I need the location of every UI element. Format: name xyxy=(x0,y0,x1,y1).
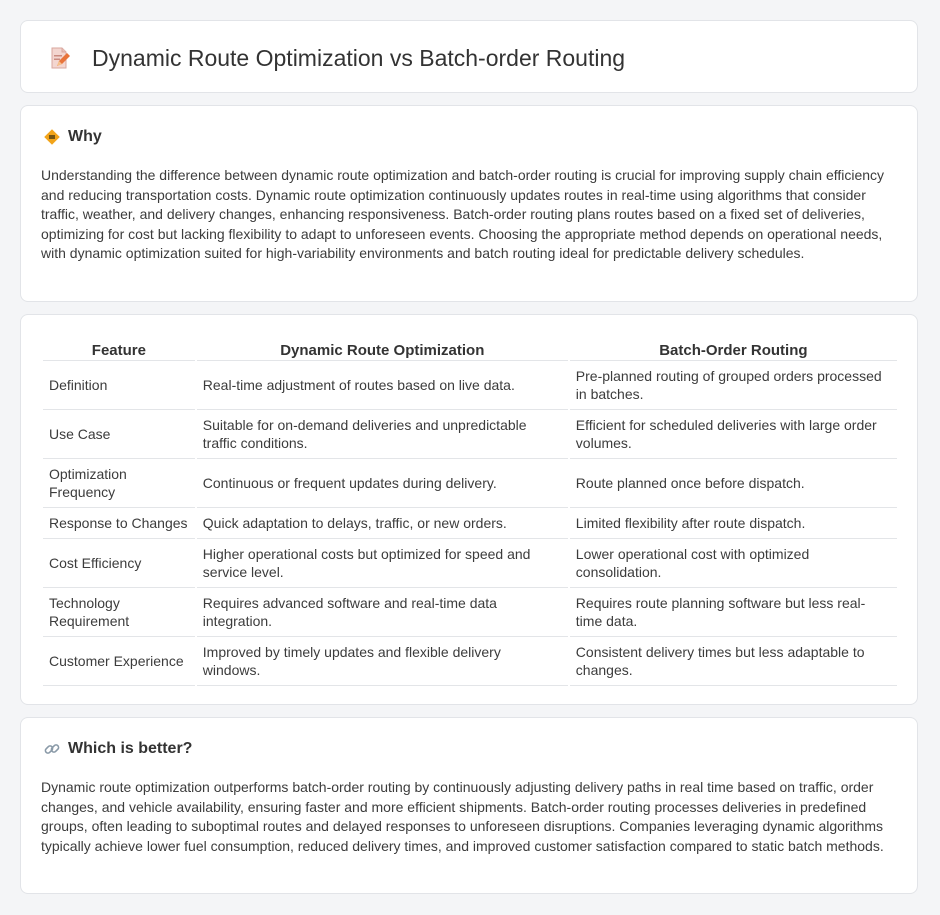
batch-cell: Lower operational cost with optimized consolidation. xyxy=(570,539,897,588)
why-section xyxy=(20,105,918,302)
dynamic-cell: Continuous or frequent updates during delivery. xyxy=(197,459,568,508)
table-row xyxy=(43,361,897,410)
table-row xyxy=(43,539,897,588)
feature-cell: Optimization Frequency xyxy=(43,459,195,508)
document-pencil-icon xyxy=(47,46,71,70)
why-text: Understanding the difference between dynamic route optimization and batch-order routing is crucial for improving supply chain efficiency and reducing transportation costs. Dynamic route optimization continuously updates routes in real-time using algorithms that consider traffic, weather, and delivery changes, enhancing responsiveness. Batch-order routing plans routes based on a fixed set of deliveries, optimizing for cost but lacking flexibility to adapt to unforeseen events. Choosing the appropriate method depends on operational needs, with dynamic optimization suited for high-variability environments and batch routing ideal for predictable delivery schedules. xyxy=(41,167,885,261)
feature-cell: Cost Efficiency xyxy=(43,539,195,588)
dynamic-cell: Real-time adjustment of routes based on live data. xyxy=(197,361,568,410)
table-row xyxy=(43,637,897,686)
which-is-better-section xyxy=(20,717,918,894)
dynamic-cell: Higher operational costs but optimized for speed and service level. xyxy=(197,539,568,588)
table-row xyxy=(43,410,897,459)
batch-cell: Limited flexibility after route dispatch. xyxy=(570,508,897,539)
feature-cell: Technology Requirement xyxy=(43,588,195,637)
feature-cell: Use Case xyxy=(43,410,195,459)
comparison-table xyxy=(41,335,899,686)
table-header-row xyxy=(43,335,897,361)
header-feature: Feature xyxy=(43,335,195,361)
feature-cell: Customer Experience xyxy=(43,637,195,686)
better-heading-row xyxy=(43,738,192,760)
why-heading-row xyxy=(43,126,102,148)
table-row xyxy=(43,459,897,508)
header-dynamic: Dynamic Route Optimization xyxy=(197,335,568,361)
dynamic-cell: Quick adaptation to delays, traffic, or new orders. xyxy=(197,508,568,539)
batch-cell: Consistent delivery times but less adaptable to changes. xyxy=(570,637,897,686)
batch-cell: Efficient for scheduled deliveries with large order volumes. xyxy=(570,410,897,459)
page-title: Dynamic Route Optimization vs Batch-order Routing xyxy=(92,45,626,71)
link-icon xyxy=(43,740,61,758)
title-card xyxy=(20,20,918,93)
dynamic-cell: Improved by timely updates and flexible delivery windows. xyxy=(197,637,568,686)
header-batch: Batch-Order Routing xyxy=(570,335,897,361)
why-heading: Why xyxy=(68,128,102,145)
better-heading: Which is better? xyxy=(68,740,193,757)
table-row xyxy=(43,588,897,637)
table-row xyxy=(43,508,897,539)
feature-cell: Response to Changes xyxy=(43,508,195,539)
batch-cell: Requires route planning software but less real-time data. xyxy=(570,588,897,637)
better-text: Dynamic route optimization outperforms batch-order routing by continuously adjusting delivery paths in real time based on traffic, order changes, and vehicle availability, ensuring faster and more efficient shipments. Batch-order routing processes deliveries in predefined groups, often leading to suboptimal routes and delayed responses to unforeseen disruptions. Companies leveraging dynamic algorithms typically achieve lower fuel consumption, reduced delivery times, and improved customer satisfaction compared to static batch methods. xyxy=(41,779,884,854)
warning-sign-icon xyxy=(43,128,61,146)
feature-cell: Definition xyxy=(43,361,195,410)
dynamic-cell: Suitable for on-demand deliveries and unpredictable traffic conditions. xyxy=(197,410,568,459)
batch-cell: Pre-planned routing of grouped orders processed in batches. xyxy=(570,361,897,410)
dynamic-cell: Requires advanced software and real-time data integration. xyxy=(197,588,568,637)
batch-cell: Route planned once before dispatch. xyxy=(570,459,897,508)
comparison-table-card xyxy=(20,314,918,705)
